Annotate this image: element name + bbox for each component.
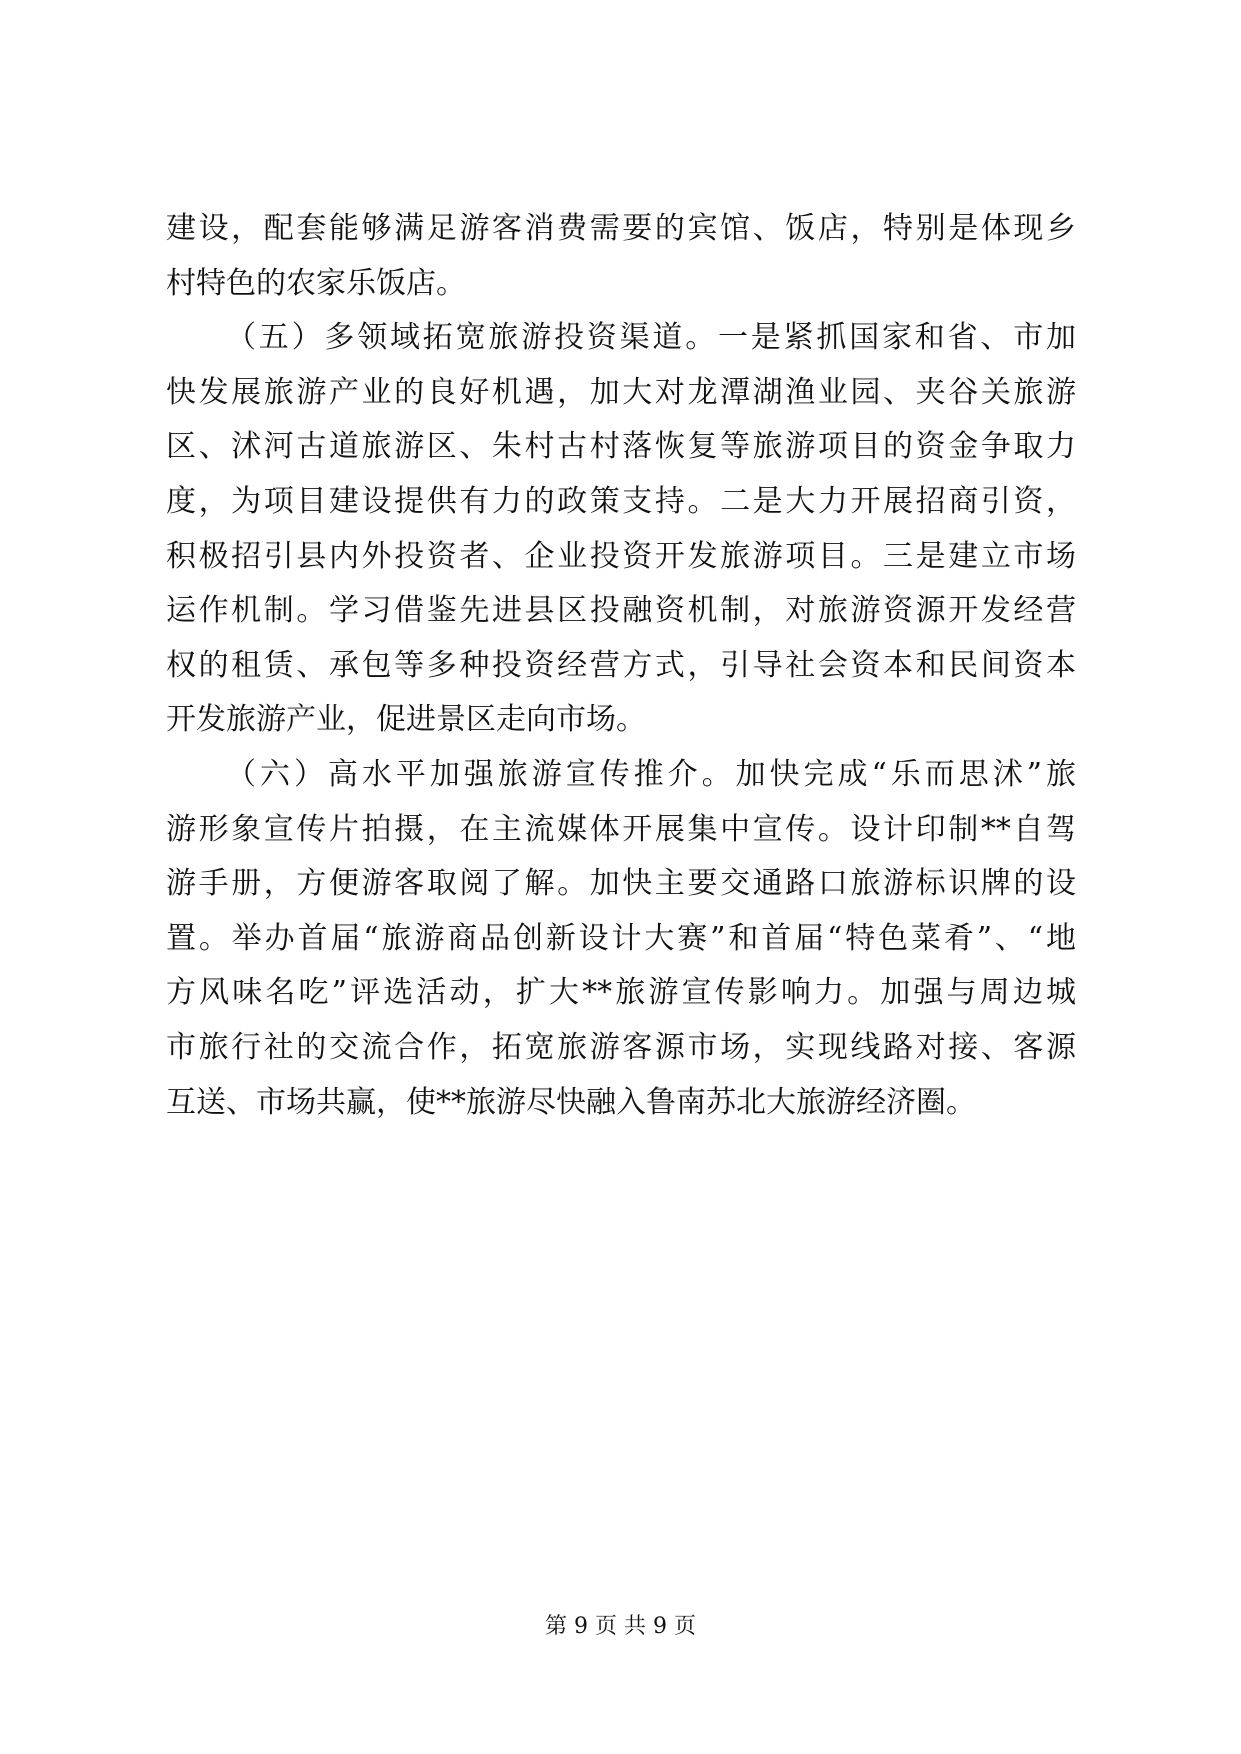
text-line: 开发旅游产业，促进景区走向市场。 bbox=[166, 702, 646, 738]
text-line: 方风味名吃”评选活动，扩大**旅游宣传影响力。加强与周边城 bbox=[166, 975, 1076, 1011]
text-line: 村特色的农家乐饭店。 bbox=[166, 265, 466, 301]
text-line: 市旅行社的交流合作，拓宽旅游客源市场，实现线路对接、客源 bbox=[166, 1029, 1076, 1065]
document-body bbox=[166, 202, 1076, 1130]
text-line: 权的租赁、承包等多种投资经营方式，引导社会资本和民间资本 bbox=[166, 647, 1076, 683]
page-number-footer: 第 9 页 共 9 页 bbox=[545, 1614, 696, 1639]
text-line: 游形象宣传片拍摄，在主流媒体开展集中宣传。设计印制**自驾 bbox=[166, 811, 1076, 847]
text-line: 置。举办首届“旅游商品创新设计大赛”和首届“特色菜肴”、“地 bbox=[166, 920, 1076, 956]
text-line: 积极招引县内外投资者、企业投资开发旅游项目。三是建立市场 bbox=[166, 538, 1076, 574]
text-line: 快发展旅游产业的良好机遇，加大对龙潭湖渔业园、夹谷关旅游 bbox=[166, 374, 1076, 410]
text-line: （六）高水平加强旅游宣传推介。加快完成“乐而思沭”旅 bbox=[226, 756, 1076, 792]
text-line: 运作机制。学习借鉴先进县区投融资机制，对旅游资源开发经营 bbox=[166, 593, 1076, 629]
text-line: 互送、市场共赢，使**旅游尽快融入鲁南苏北大旅游经济圈。 bbox=[166, 1084, 976, 1120]
text-line: 游手册，方便游客取阅了解。加快主要交通路口旅游标识牌的设 bbox=[166, 866, 1076, 902]
text-line: （五）多领域拓宽旅游投资渠道。一是紧抓国家和省、市加 bbox=[226, 320, 1076, 356]
text-line: 区、沭河古道旅游区、朱村古村落恢复等旅游项目的资金争取力 bbox=[166, 429, 1076, 465]
text-line: 度，为项目建设提供有力的政策支持。二是大力开展招商引资， bbox=[166, 483, 1076, 519]
text-line: 建设，配套能够满足游客消费需要的宾馆、饭店，特别是体现乡 bbox=[166, 211, 1076, 246]
